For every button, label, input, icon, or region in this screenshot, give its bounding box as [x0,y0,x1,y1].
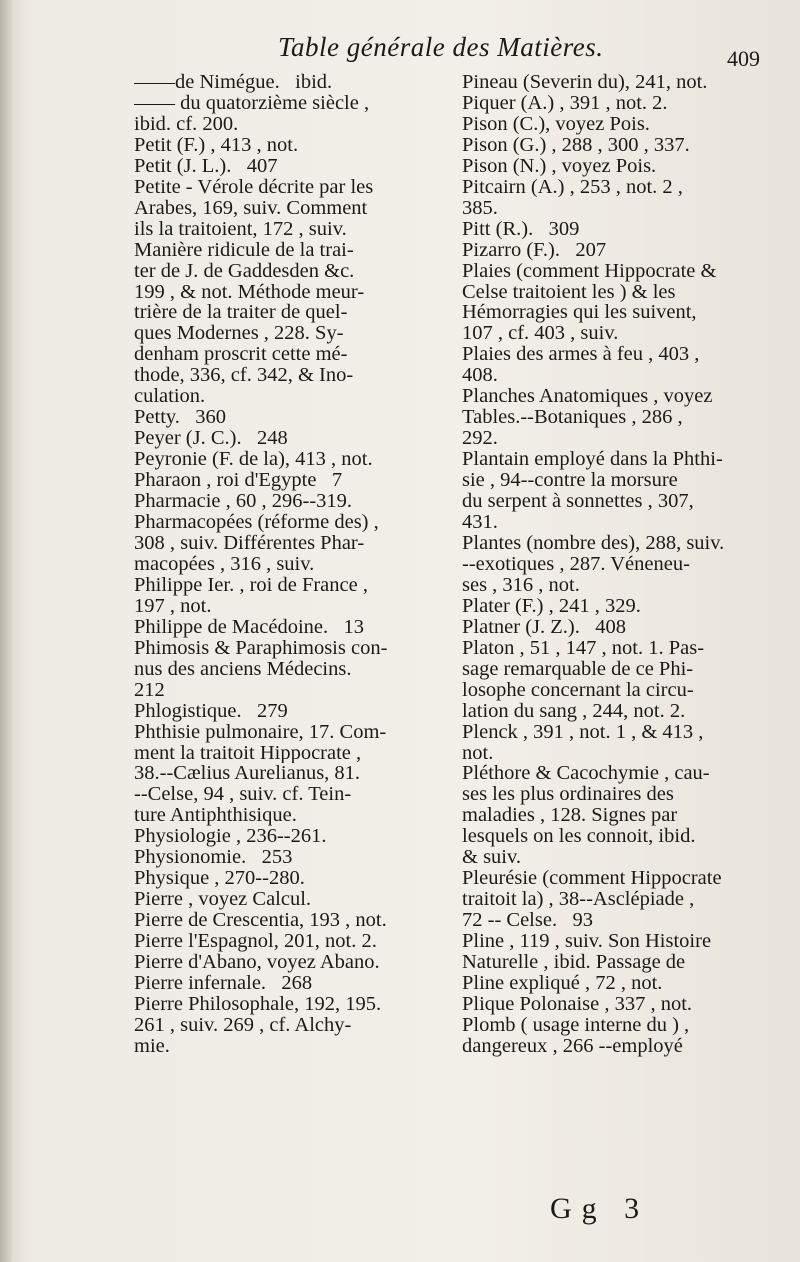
index-line: 197 , not. [134,595,212,617]
index-line: ses les plus ordinaires des [462,784,674,806]
index-line: Piquer (A.) , 391 , not. 2. [462,92,668,114]
signature-mark: Gg 3 [550,1192,650,1225]
index-line: Plaies (comment Hippocrate & [462,260,717,282]
index-line: losophe concernant la circu- [462,679,694,701]
index-line: Pharmacie , 60 , 296--319. [134,491,353,513]
index-line: sage remarquable de ce Phi- [462,658,694,680]
page-number: 409 [727,46,760,71]
index-line: Plenck , 391 , not. 1 , & 413 , [462,721,704,743]
index-line: Pison (N.) , voyez Pois. [462,155,657,177]
index-line: Plique Polonaise , 337 , not. [462,993,693,1015]
index-line: & suiv. [462,847,522,869]
index-line: 408. [462,365,498,387]
index-line: Platon , 51 , 147 , not. 1. Pas- [462,637,705,659]
index-line: --exotiques , 287. Véneneu- [462,553,690,575]
index-line: 308 , suiv. Différentes Phar- [134,532,365,554]
index-line: Physiologie , 236--261. [134,826,327,848]
index-column-left [134,72,434,1057]
index-line: thode, 336, cf. 342, & Ino- [134,365,354,387]
index-line: Petty. 360 [134,407,227,429]
index-line: Pline expliqué , 72 , not. [462,972,663,994]
index-line: dangereux , 266 --employé [462,1035,683,1057]
index-line: Pharaon , roi d'Egypte 7 [134,470,343,492]
index-line: Peyer (J. C.). 248 [134,428,288,450]
index-line: 38.--Cælius Aurelianus, 81. [134,763,361,785]
index-line: Pizarro (F.). 207 [462,239,607,261]
index-line: Petite - Vérole décrite par les [134,176,374,198]
index-line: Peyronie (F. de la), 413 , not. [134,449,373,471]
index-line: Philippe de Macédoine. 13 [134,616,365,638]
page-header [0,28,800,71]
index-line: Petit (F.) , 413 , not. [134,134,299,156]
index-line: Petit (J. L.). 407 [134,155,278,177]
index-line: culation. [134,386,206,408]
index-line: ses , 316 , not. [462,574,580,596]
index-line: Philippe Ier. , roi de France , [134,574,368,596]
index-line: trière de la traiter de quel- [134,302,348,324]
index-line: ils la traitoient, 172 , suiv. [134,218,347,240]
index-line: Pierre de Crescentia, 193 , not. [134,910,387,932]
index-line: Physique , 270--280. [134,868,305,890]
index-line: Pierre infernale. 268 [134,972,313,994]
index-line: maladies , 128. Signes par [462,805,678,827]
index-line: Phlogistique. 279 [134,700,288,722]
index-line: ter de J. de Gaddesden &c. [134,260,355,282]
index-line: Planches Anatomiques , voyez [462,386,713,408]
index-line: lation du sang , 244, not. 2. [462,700,686,722]
index-line: mie. [134,1035,170,1057]
index-line: Arabes, 169, suiv. Comment [134,197,368,219]
index-line: --Celse, 94 , suiv. cf. Tein- [134,784,352,806]
index-line: 431. [462,512,498,533]
index-line: Plantain employé dans la Phthi- [462,449,723,471]
index-line: du serpent à sonnettes , 307, [462,491,694,513]
index-line: 72 -- Celse. 93 [462,910,593,932]
index-column-right [462,72,767,1057]
index-line: ture Antiphthisique. [134,805,297,827]
index-line: 385. [462,197,498,219]
index-line: Plomb ( usage interne du ) , [462,1014,690,1036]
page-gutter [0,0,12,1262]
index-line: Pitcairn (A.) , 253 , not. 2 , [462,176,683,198]
index-line: Plantes (nombre des), 288, suiv. [462,532,725,554]
index-line: ibid. cf. 200. [134,113,239,135]
index-line: nus des anciens Médecins. [134,658,352,680]
index-line: Celse traitoient les ) & les [462,281,676,303]
index-line: Pierre l'Espagnol, 201, not. 2. [134,931,377,953]
index-line: Physionomie. 253 [134,847,293,869]
index-line: Pineau (Severin du), 241, not. [462,72,708,93]
index-line: ment la traitoit Hippocrate , [134,742,362,764]
index-line: Plater (F.) , 241 , 329. [462,595,641,617]
index-line: Manière ridicule de la trai- [134,239,354,261]
index-line: macopées , 316 , suiv. [134,553,315,575]
index-line: sie , 94--contre la morsure [462,470,678,492]
index-line: Phthisie pulmonaire, 17. Com- [134,721,387,743]
index-line: 212 [134,679,165,701]
index-line: Plaies des armes à feu , 403 , [462,344,700,366]
index-line: Platner (J. Z.). 408 [462,616,626,638]
index-line: —— du quatorzième siècle , [134,92,370,114]
index-line: Pléthore & Cacochymie , cau- [462,763,710,785]
index-line: Pharmacopées (réforme des) , [134,512,379,533]
index-line: ques Modernes , 228. Sy- [134,323,344,345]
index-line: not. [462,742,494,764]
index-line: 261 , suiv. 269 , cf. Alchy- [134,1014,352,1036]
index-line: 199 , & not. Méthode meur- [134,281,365,303]
index-line: 292. [462,428,498,450]
index-line: Pierre Philosophale, 192, 195. [134,993,382,1015]
index-line: Hémorragies qui les suivent, [462,302,697,324]
index-line: Pison (C.), voyez Pois. [462,113,650,135]
index-line: Pline , 119 , suiv. Son Histoire [462,931,712,953]
index-line: Pleurésie (comment Hippocrate [462,868,722,890]
running-title: Table générale des Matières. [278,32,604,62]
index-line: 107 , cf. 403 , suiv. [462,323,619,345]
index-line: Naturelle , ibid. Passage de [462,952,686,973]
index-line: traitoit la) , 38--Asclépiade , [462,889,695,911]
index-line: Pierre , voyez Calcul. [134,889,312,911]
index-line: Phimosis & Paraphimosis con- [134,637,388,659]
index-line: Pierre d'Abano, voyez Abano. [134,952,380,973]
index-line: Tables.--Botaniques , 286 , [462,407,683,429]
index-line: lesquels on les connoit, ibid. [462,826,696,848]
index-line: denham proscrit cette mé- [134,344,348,366]
index-line: Pison (G.) , 288 , 300 , 337. [462,134,690,156]
index-line: ——de Nimégue. ibid. [134,72,333,93]
index-line: Pitt (R.). 309 [462,218,580,240]
